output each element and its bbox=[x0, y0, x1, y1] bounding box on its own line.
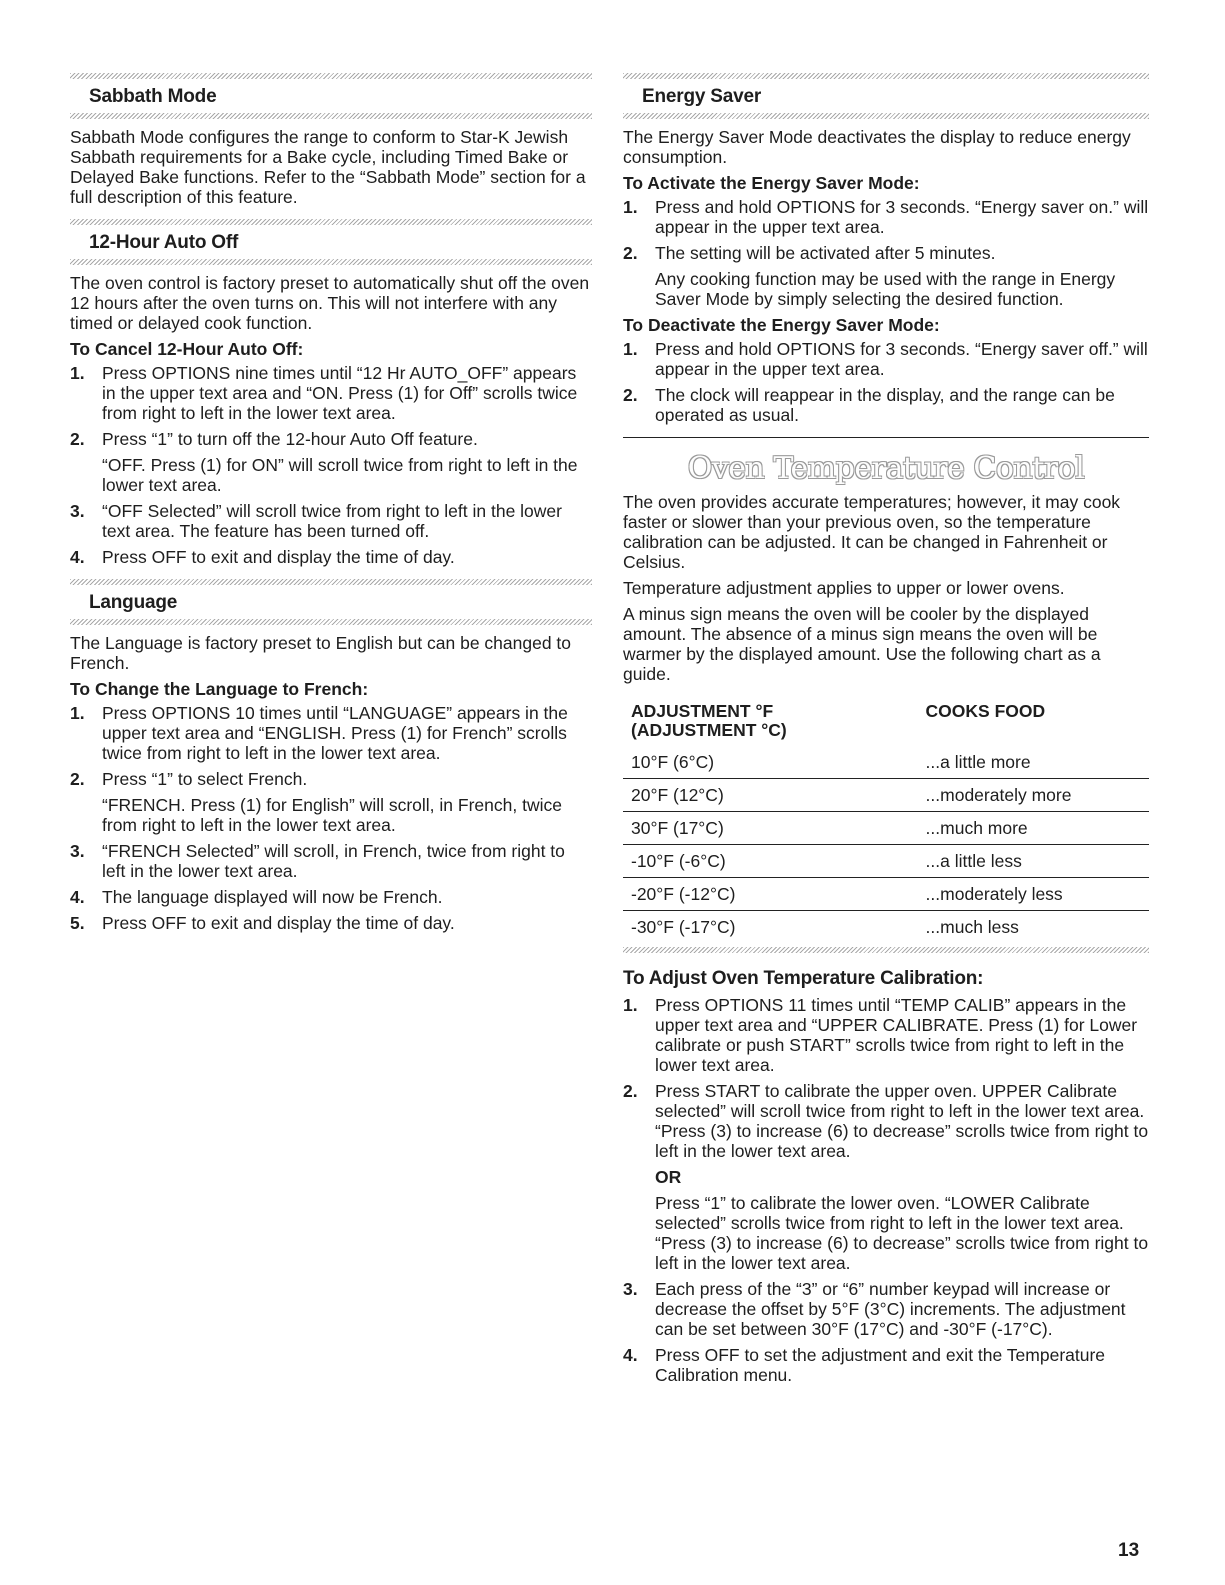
step-text: “FRENCH Selected” will scroll, in French, twice from right to left in the lower text area. bbox=[102, 841, 565, 881]
section-rule bbox=[623, 437, 1149, 438]
list-item bbox=[70, 501, 592, 541]
hatch-divider bbox=[70, 619, 592, 625]
sabbath-mode-section bbox=[70, 73, 592, 207]
calibration-table bbox=[623, 690, 1149, 943]
section-header bbox=[70, 579, 592, 625]
step-number: 4. bbox=[623, 1345, 638, 1365]
list-item bbox=[70, 363, 592, 423]
table-cell: ...moderately less bbox=[918, 878, 1149, 911]
step-text: Press “1” to select French. bbox=[102, 769, 308, 789]
right-column bbox=[623, 73, 1149, 1391]
activate-subhead: To Activate the Energy Saver Mode: bbox=[623, 173, 920, 193]
adjust-calibration-heading: To Adjust Oven Temperature Calibration: bbox=[623, 968, 984, 989]
step-extra: “FRENCH. Press (1) for English” will scroll, in French, twice from right to left in the lower text area. bbox=[102, 795, 562, 835]
step-number: 1. bbox=[623, 197, 638, 217]
step-text: Press and hold OPTIONS for 3 seconds. “Energy saver on.” will appear in the upper text area. bbox=[655, 197, 1149, 237]
page-number: 13 bbox=[1118, 1540, 1140, 1561]
step-number: 4. bbox=[70, 887, 85, 907]
auto-off-body: The oven control is factory preset to automatically shut off the oven 12 hours after the oven turns on. This will not interfere with any timed or delayed cook function. bbox=[70, 273, 590, 333]
adjustment-column-header bbox=[623, 693, 918, 746]
language-body: The Language is factory preset to English but can be changed to French. bbox=[70, 633, 572, 673]
list-item bbox=[623, 243, 1149, 309]
section-header bbox=[70, 219, 592, 265]
step-text: The language displayed will now be French. bbox=[102, 887, 443, 907]
table-cell: -10°F (-6°C) bbox=[623, 845, 918, 878]
step-number: 1. bbox=[623, 995, 638, 1015]
step-number: 1. bbox=[623, 339, 638, 359]
list-item bbox=[623, 1081, 1149, 1273]
table-row bbox=[623, 746, 1149, 779]
list-item bbox=[70, 887, 592, 907]
table-bottom-hatch bbox=[623, 947, 1149, 953]
deactivate-subhead: To Deactivate the Energy Saver Mode: bbox=[623, 315, 940, 335]
step-number: 2. bbox=[623, 385, 638, 405]
table-cell: -20°F (-12°C) bbox=[623, 878, 918, 911]
step-or-label: OR bbox=[655, 1167, 682, 1187]
energy-saver-section bbox=[623, 73, 1149, 425]
hatch-divider bbox=[623, 113, 1149, 119]
oven-temp-paragraph-3: A minus sign means the oven will be cooler by the displayed amount. The absence of a minus sign means the oven will be warmer by the displayed amount. Use the following chart as a guide. bbox=[623, 604, 1101, 684]
adjustment-c-header: (ADJUSTMENT °C) bbox=[631, 720, 787, 740]
step-number: 4. bbox=[70, 547, 85, 567]
energy-saver-title: Energy Saver bbox=[642, 86, 762, 107]
adjustment-f-header: ADJUSTMENT °F bbox=[631, 701, 774, 721]
oven-temperature-title: Oven Temperature Control bbox=[687, 451, 1085, 486]
table-row bbox=[623, 812, 1149, 845]
table-row bbox=[623, 911, 1149, 944]
language-section bbox=[70, 579, 592, 933]
section-header bbox=[623, 73, 1149, 119]
step-text: Press OPTIONS 10 times until “LANGUAGE” appears in the upper text area and “ENGLISH. Press (1) for French” scrolls twice from right to left in the lower text area. bbox=[102, 703, 568, 763]
step-number: 3. bbox=[70, 841, 85, 861]
table-cell: ...a little more bbox=[918, 746, 1149, 779]
table-header-row bbox=[623, 693, 1149, 746]
table-cell: ...much less bbox=[925, 917, 1019, 937]
list-item bbox=[70, 429, 592, 495]
table-cell: 20°F (12°C) bbox=[623, 779, 918, 812]
table-cell: 10°F (6°C) bbox=[623, 746, 918, 779]
hatch-divider bbox=[70, 259, 592, 265]
step-number: 3. bbox=[70, 501, 85, 521]
list-item bbox=[70, 547, 592, 567]
left-column bbox=[70, 73, 592, 945]
list-item bbox=[623, 385, 1149, 425]
energy-saver-body: The Energy Saver Mode deactivates the display to reduce energy consumption. bbox=[623, 127, 1131, 167]
table-cell: 30°F (17°C) bbox=[623, 812, 918, 845]
step-number: 1. bbox=[70, 703, 85, 723]
step-text: Press OPTIONS 11 times until “TEMP CALIB” appears in the upper text area and “UPPER CALIBRATE. Press (1) for Lower calibrate or push START” scrolls twice from right to left in the lower text area. bbox=[655, 995, 1138, 1075]
list-item bbox=[70, 703, 592, 763]
step-number: 2. bbox=[623, 243, 638, 263]
table-row bbox=[623, 878, 1149, 911]
table-cell: ...a little less bbox=[918, 845, 1149, 878]
language-steps bbox=[70, 703, 592, 933]
auto-off-subhead: To Cancel 12-Hour Auto Off: bbox=[70, 339, 304, 359]
step-text: Press OFF to exit and display the time of day. bbox=[102, 913, 455, 933]
list-item bbox=[623, 995, 1149, 1075]
table-cell: -30°F (-17°C) bbox=[631, 917, 736, 937]
list-item bbox=[623, 1345, 1149, 1385]
table-cell: ...moderately more bbox=[918, 779, 1149, 812]
step-number: 3. bbox=[623, 1279, 638, 1299]
sabbath-mode-body: Sabbath Mode configures the range to conform to Star-K Jewish Sabbath requirements for a Bake cycle, including Timed Bake or Delayed Bake functions. Refer to the “Sabbath Mode” section for a full description of this feature. bbox=[70, 127, 586, 207]
step-number: 2. bbox=[70, 769, 85, 789]
step-number: 2. bbox=[70, 429, 85, 449]
step-number: 2. bbox=[623, 1081, 638, 1101]
cooks-food-header: COOKS FOOD bbox=[925, 701, 1046, 721]
section-header bbox=[70, 73, 592, 119]
list-item bbox=[623, 339, 1149, 379]
step-text: Press OFF to exit and display the time of day. bbox=[102, 547, 455, 567]
adjust-steps bbox=[623, 995, 1149, 1385]
step-extra: Press “1” to calibrate the lower oven. “LOWER Calibrate selected” scrolls twice from right to left in the lower text area. “Press (3) to increase (6) to decrease” scrolls twice from right to left in the lower text area. bbox=[655, 1193, 1149, 1273]
list-item bbox=[70, 769, 592, 835]
table-row bbox=[623, 779, 1149, 812]
table-row bbox=[623, 845, 1149, 878]
list-item bbox=[623, 197, 1149, 237]
deactivate-steps bbox=[623, 339, 1149, 425]
step-text: Each press of the “3” or “6” number keypad will increase or decrease the offset by 5°F (3°C) increments. The adjustment can be set between 30°F (17°C) and -30°F (-17°C). bbox=[655, 1279, 1126, 1339]
step-text: Press “1” to turn off the 12-hour Auto Off feature. bbox=[102, 429, 478, 449]
auto-off-section bbox=[70, 219, 592, 567]
step-number: 5. bbox=[70, 913, 85, 933]
step-text: Press OFF to set the adjustment and exit the Temperature Calibration menu. bbox=[655, 1345, 1106, 1385]
oven-temp-paragraph-1: The oven provides accurate temperatures; however, it may cook faster or slower than your previous oven, so the temperature calibration can be adjusted. It can be changed in Fahrenheit or Celsius. bbox=[623, 492, 1121, 572]
step-text: “OFF Selected” will scroll twice from right to left in the lower text area. The feature has been turned off. bbox=[102, 501, 562, 541]
list-item bbox=[623, 1279, 1149, 1339]
step-number: 1. bbox=[70, 363, 85, 383]
step-text: Press and hold OPTIONS for 3 seconds. “Energy saver off.” will appear in the upper text area. bbox=[655, 339, 1148, 379]
oven-temp-paragraph-2: Temperature adjustment applies to upper or lower ovens. bbox=[623, 578, 1065, 598]
hatch-divider bbox=[70, 113, 592, 119]
language-subhead: To Change the Language to French: bbox=[70, 679, 369, 699]
auto-off-title: 12-Hour Auto Off bbox=[89, 232, 239, 253]
auto-off-steps bbox=[70, 363, 592, 567]
language-title: Language bbox=[89, 592, 178, 613]
step-text: The setting will be activated after 5 minutes. bbox=[655, 243, 996, 263]
oven-temperature-section bbox=[623, 452, 1149, 1385]
list-item bbox=[70, 913, 592, 933]
list-item bbox=[70, 841, 592, 881]
sabbath-mode-title: Sabbath Mode bbox=[89, 86, 217, 107]
step-text: The clock will reappear in the display, and the range can be operated as usual. bbox=[655, 385, 1115, 425]
step-extra: Any cooking function may be used with the range in Energy Saver Mode by simply selecting the desired function. bbox=[655, 269, 1116, 309]
step-extra: “OFF. Press (1) for ON” will scroll twice from right to left in the lower text area. bbox=[102, 455, 578, 495]
step-text: Press START to calibrate the upper oven. UPPER Calibrate selected” will scroll twice from right to left in the lower text area. “Press (3) to increase (6) to decrease” scrolls twice from right to left in the lower text area. bbox=[655, 1081, 1149, 1161]
table-cell: ...much more bbox=[918, 812, 1149, 845]
step-text: Press OPTIONS nine times until “12 Hr AUTO_OFF” appears in the upper text area and “ON. Press (1) for Off” scrolls twice from right to left in the lower text area. bbox=[102, 363, 578, 423]
activate-steps bbox=[623, 197, 1149, 309]
